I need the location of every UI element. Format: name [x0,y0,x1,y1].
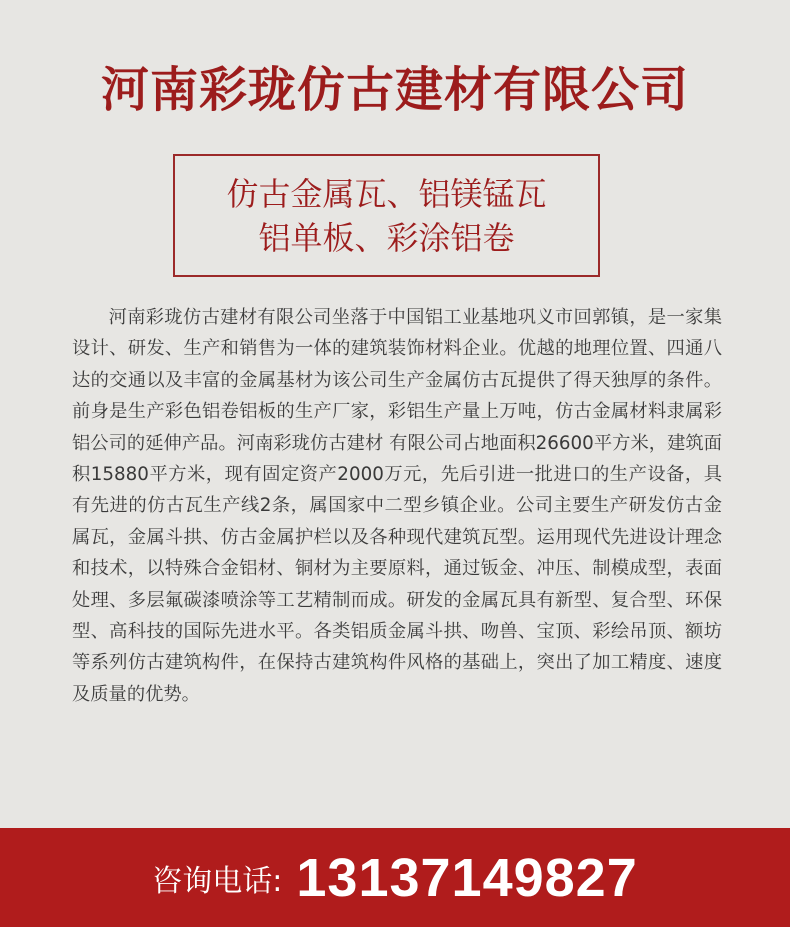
contact-label: 咨询电话: [152,863,283,899]
product-line-1: 仿古金属瓦、铝镁锰瓦 [226,174,547,213]
contact-banner [0,828,790,927]
product-box [173,154,600,277]
company-intro: 河南彩珑仿古建材有限公司坐落于中国铝工业基地巩义市回郭镇，是一家集设计、研发、生产和销售为一体的建筑装饰材料企业。优越的地理位置、四通八达的交通以及丰富的金属基材为该公司生产金属仿古瓦提供了得天独厚的条件。前身是生产彩色铝卷铝板的生产厂家，彩铝生产量上万吨，仿古金属材料隶属彩铝公司的延伸产品。河南彩珑仿古建材 有限公司占地面积26600平方米，建筑面积15880平方米，现有固定资产2000万元，先后引进一批进口的生产设备，具有先进的仿古瓦生产线2条，属国家中二型乡镇企业。公司主要生产研发仿古金属瓦，金属斗拱、仿古金属护栏以及各种现代建筑瓦型。运用现代先进设计理念和技术，以特殊合金铝材、铜材为主要原料，通过钣金、冲压、制模成型，表面处理、多层氟碳漆喷涂等工艺精制而成。研发的金属瓦具有新型、复合型、环保型、高科技的国际先进水平。各类铝质金属斗拱、吻兽、宝顶、彩绘吊顶、额坊等系列仿古建筑构件，在保持古建筑构件风格的基础上，突出了加工精度、速度及质量的优势。 [72,307,722,705]
contact-phone[interactable]: 13137149827 [296,847,638,908]
company-title: 河南彩珑仿古建材有限公司 [100,62,689,118]
product-line-2: 铝单板、彩涂铝卷 [258,218,515,257]
